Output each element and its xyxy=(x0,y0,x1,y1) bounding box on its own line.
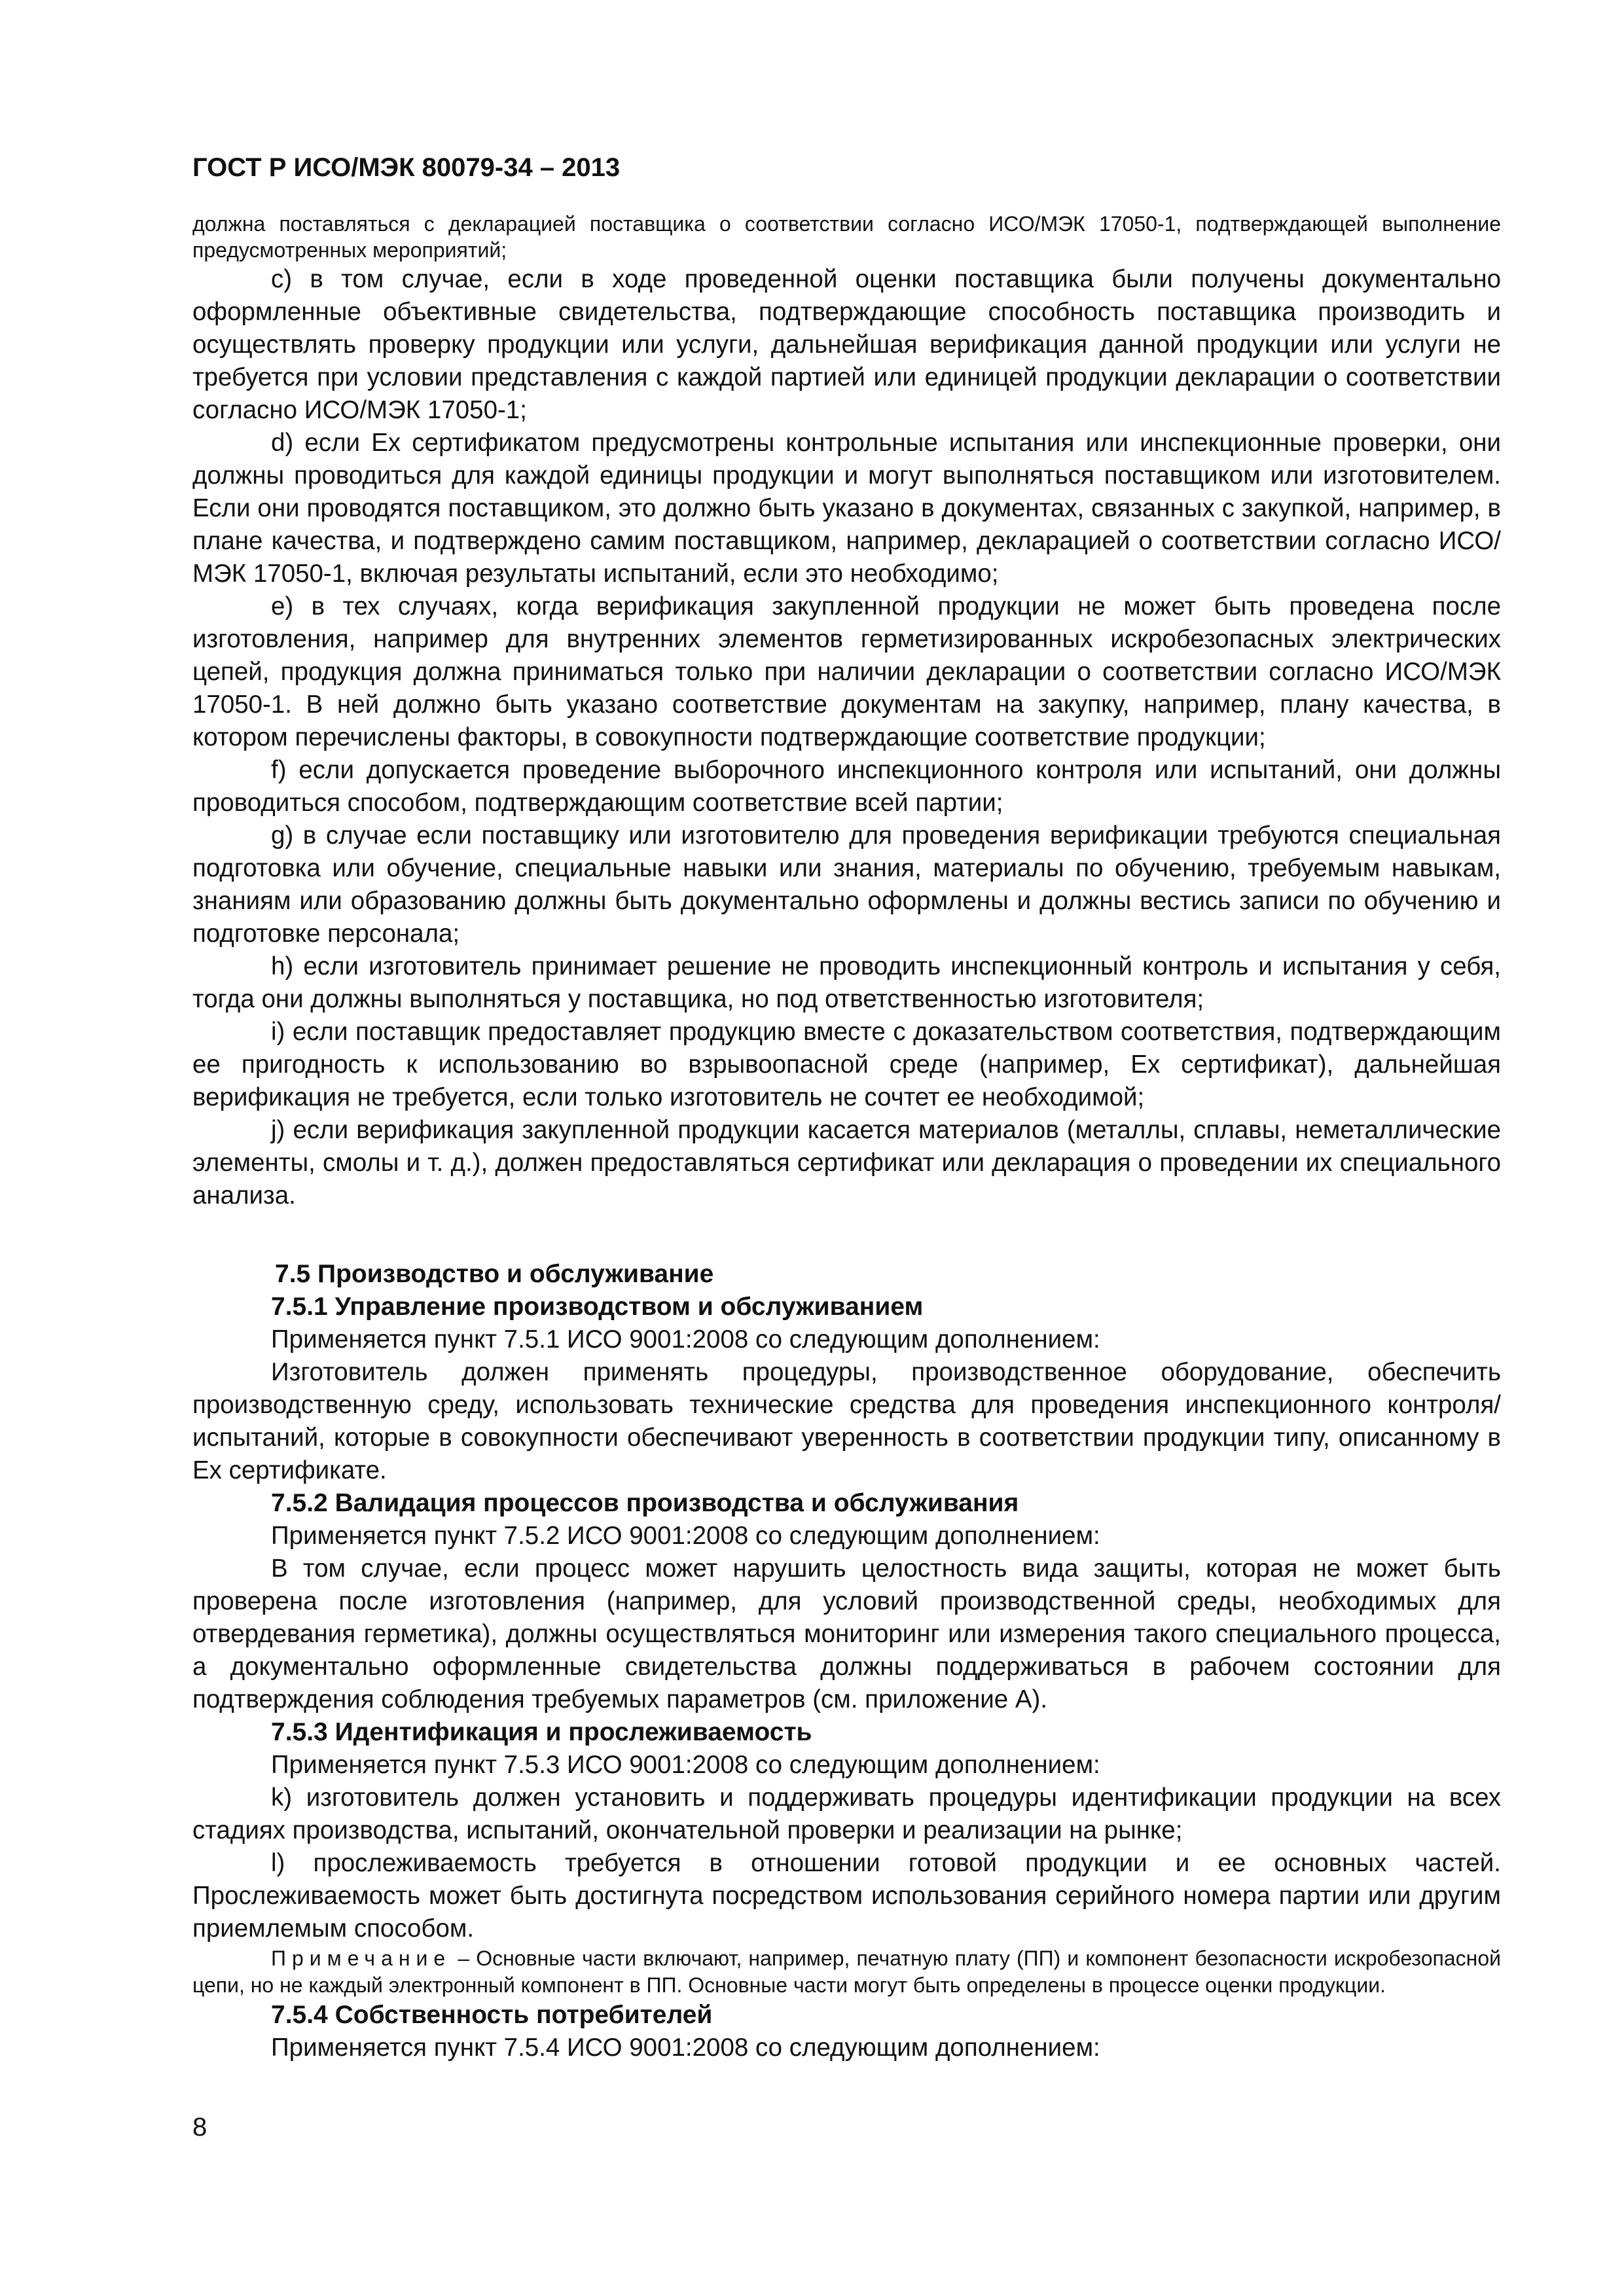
list-item-j: j) если верификация закупленной продукции касается материалов (металлы, сплавы, неметаллические элементы, смолы и т. д.), должен предоставляться сертификат или декларация о проведении их специального анализа. xyxy=(192,1116,1501,1210)
text-7-5-2: В том случае, если процесс может нарушить целостность вида защиты, которая не может быть проверена после изготовления (например, для условий производственной среды, необходимых для отвердевания герметика), должны осуществляться мониторинг или измерения такого специального процесса, а документально оформленные свидетельства должны поддерживаться в рабочем состоянии для подтверждения соблюдения требуемых параметров (см. приложение А). xyxy=(192,1554,1501,1713)
text-7-5-1: Изготовитель должен применять процедуры, производственное оборудование, обеспечить производственную среду, использовать технические средства для проведения инспекционного контроля/испытаний, которые в совокупности обеспечивают уверенность в соответствии продукции типу, описанному в Ex сертификате. xyxy=(192,1358,1501,1484)
note-paragraph xyxy=(192,1945,1501,1999)
subsection-heading-7-5-4: 7.5.4 Собственность потребителей xyxy=(271,2001,713,2029)
section-gap xyxy=(192,1212,1501,1258)
document-body xyxy=(192,211,1501,2064)
list-item-h: h) если изготовитель принимает решение не проводить инспекционный контроль и испытания у себя, тогда они должны выполняться у поставщика, но под ответственностью изготовителя; xyxy=(192,952,1501,1013)
page-number: 8 xyxy=(192,2113,208,2142)
applies-7-5-3: Применяется пункт 7.5.3 ИСО 9001:2008 со следующим дополнением: xyxy=(271,1751,1100,1779)
document-header: ГОСТ Р ИСО/МЭК 80079-34 – 2013 xyxy=(192,153,621,182)
applies-7-5-4: Применяется пункт 7.5.4 ИСО 9001:2008 со следующим дополнением: xyxy=(271,2034,1100,2062)
subsection-heading-7-5-3: 7.5.3 Идентификация и прослеживаемость xyxy=(271,1718,812,1746)
applies-7-5-2: Применяется пункт 7.5.2 ИСО 9001:2008 со следующим дополнением: xyxy=(271,1522,1100,1550)
list-item-e: e) в тех случаях, когда верификация закупленной продукции не может быть проведена после изготовления, например для внутренних элементов герметизированных искробезопасных электрических цепей, продукция должна приниматься только при наличии декларации о соответствии согласно ИСО/МЭК 17050-1. В ней должно быть указано соответствие документам на закупку, например, плану качества, в котором перечислены факторы, в совокупности подтверждающие соответствие продукции; xyxy=(192,592,1501,751)
list-item-d: d) если Ex сертификатом предусмотрены контрольные испытания или инспекционные проверки, они должны проводиться для каждой единицы продукции и могут выполняться поставщиком или изготовителем. Если они проводятся поставщиком, это должно быть указано в документах, связанных с закупкой, например, в плане качества, и подтверждено самим поставщиком, например, декларацией о соответствии согласно ИСО/МЭК 17050-1, включая результаты испытаний, если это необходимо; xyxy=(192,429,1501,588)
list-item-c: c) в том случае, если в ходе проведенной оценки поставщика были получены документально оформленные объективные свидетельства, подтверждающие способность поставщика производить и осуществлять проверку продукции или услуги, дальнейшая верификация данной продукции или услуги не требуется при условии представления с каждой партией или единицей продукции декларации о соответствии согласно ИСО/МЭК 17050-1; xyxy=(192,265,1501,424)
lead-paragraph: должна поставляться с декларацией поставщика о соответствии согласно ИСО/МЭК 17050-1, подтверждающей выполнение предусмотренных мероприятий; xyxy=(192,212,1501,262)
list-item-g: g) в случае если поставщику или изготовителю для проведения верификации требуются специальная подготовка или обучение, специальные навыки или знания, материалы по обучению, требуемым навыкам, знаниям или образованию должны быть документально оформлены и должны вестись записи по обучению и подготовке персонала; xyxy=(192,821,1501,948)
section-heading-7-5: 7.5 Производство и обслуживание xyxy=(275,1260,714,1288)
note-text: – Основные части включают, например, печатную плату (ПП) и компонент безопасности искробезопасной цепи, но не каждый электронный компонент в ПП. Основные части могут быть определены в процессе оценки продукции. xyxy=(192,1946,1501,1997)
applies-7-5-1: Применяется пункт 7.5.1 ИСО 9001:2008 со следующим дополнением: xyxy=(271,1325,1100,1354)
note-label: Примечание xyxy=(271,1946,452,1970)
list-item-k: k) изготовитель должен установить и поддерживать процедуры идентификации продукции на всех стадиях производства, испытаний, окончательной проверки и реализации на рынке; xyxy=(192,1784,1501,1844)
subsection-heading-7-5-2: 7.5.2 Валидация процессов производства и обслуживания xyxy=(271,1489,1019,1517)
list-item-l: l) прослеживаемость требуется в отношении готовой продукции и ее основных частей. Прослеживаемость может быть достигнута посредством использования серийного номера партии или другим приемлемым способом. xyxy=(192,1849,1501,1943)
list-item-f: f) если допускается проведение выборочного инспекционного контроля или испытаний, они должны проводиться способом, подтверждающим соответствие всей партии; xyxy=(192,756,1501,817)
subsection-heading-7-5-1: 7.5.1 Управление производством и обслуживанием xyxy=(271,1293,924,1321)
list-item-i: i) если поставщик предоставляет продукцию вместе с доказательством соответствия, подтверждающим ее пригодность к использованию во взрывоопасной среде (например, Ex сертификат), дальнейшая верификация не требуется, если только изготовитель не сочтет ее необходимой; xyxy=(192,1018,1501,1111)
